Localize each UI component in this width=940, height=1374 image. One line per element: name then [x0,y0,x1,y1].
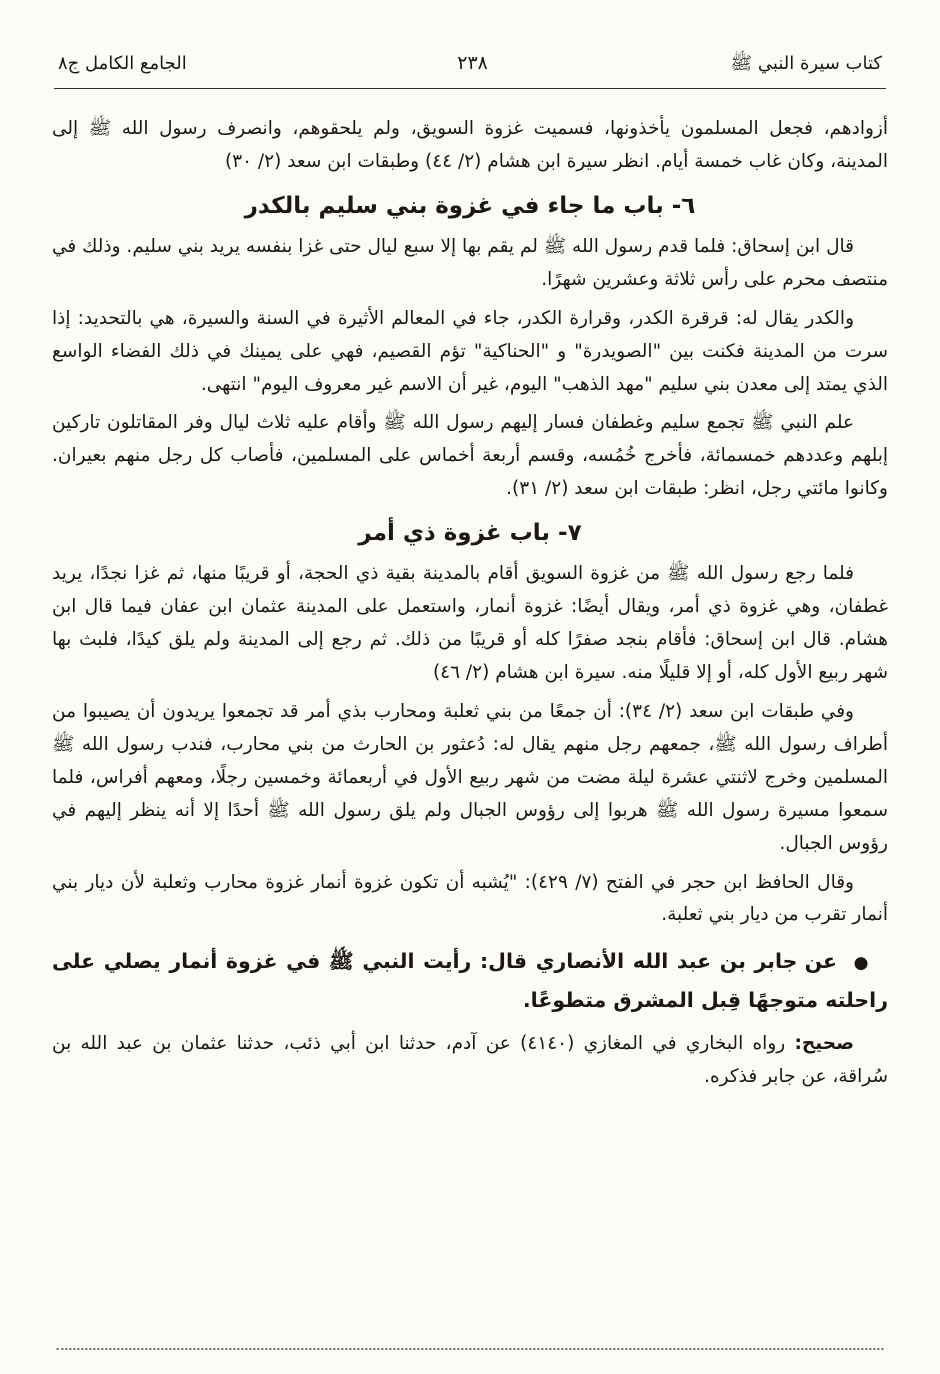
paragraph-ibn-ishaq: قال ابن إسحاق: فلما قدم رسول الله ﷺ لم يقم بها إلا سبع ليال حتى غزا بنفسه يريد بني سليم. وذلك في منتصف محرم على رأس ثلاثة وعشرين شهرًا. [52,235,888,290]
running-title-right: كتاب سيرة النبي ﷺ [730,53,882,74]
footer-ornament [56,1348,883,1350]
paragraph-tabaqat-ibn-saad: وفي طبقات ابن سعد (٢/ ٣٤): أن جمعًا من بني ثعلبة ومحارب بذي أمر قد تجمعوا يريدون أن يصيبوا من أطراف رسول الله ﷺ، جمعهم رجل منهم يقال له: دُعثور بن الحارث من بني محارب، فندب رسول الله ﷺ المسلمين وخرج لاثنتي عشرة ليلة مضت من شهر ربيع الأول في أربعمائة وخمسين رجلًا، ومعهم أفراس، فلما سمعوا مسيرة رسول الله ﷺ هربوا إلى رؤوس الجبال ولم يلق رسول الله ﷺ أحدًا إلا أنه ينظر إليهم في رؤوس الجبال. [52,700,888,854]
paragraph-dhu-amarr: فلما رجع رسول الله ﷺ من غزوة السويق أقام بالمدينة بقية ذي الحجة، أو قريبًا منها، ثم غزا نجدًا، يريد غطفان، وهي غزوة ذي أمر، ويقال أيضًا: غزوة أنمار، واستعمل على المدينة عثمان ابن عفان فيما قال ابن هشام. قال ابن إسحاق: فأقام بنجد صفرًا كله أو قريبًا من ذلك. ثم رجع إلى المدينة ولم يلق كيدًا، فلبث بها شهر ربيع الأول كله، أو إلا قليلًا منه. سيرة ابن هشام (٢/ ٤٦) [52,563,888,683]
page-content [52,113,888,1094]
takhrij-paragraph [52,1028,888,1094]
hadith-text: عن جابر بن عبد الله الأنصاري قال: رأيت النبي ﷺ في غزوة أنمار يصلي على راحلته متوجهًا قِبل المشرق متطوعًا. [52,949,888,1013]
paragraph-expedition-details: علم النبي ﷺ تجمع سليم وغطفان فسار إليهم رسول الله ﷺ وأقام عليه ثلاث ليال وفر المقاتلون تاركين إبلهم وعددهم خمسمائة، فأخرج خُمُسه، وقسم أربعة أخماس على المسلمين، فأصاب كل رجل منهم بعيران. وكانوا مائتي رجل، انظر: طبقات ابن سعد (٢/ ٣١). [52,412,888,500]
page-number: ٢٣٨ [457,52,488,74]
paragraph-continuation: أزوادهم، فجعل المسلمون يأخذونها، فسميت غزوة السويق، ولم يلحقوهم، وانصرف رسول الله ﷺ إلى المدينة، وكان غاب خمسة أيام. انظر سيرة ابن هشام (٢/ ٤٤) وطبقات ابن سعد (٢/ ٣٠) [52,118,888,172]
chapter-heading-7: ٧- باب غزوة ذي أمر [358,520,582,547]
hadith-grade-label: صحيح: [794,1033,854,1055]
paragraph-ibn-hajar: وقال الحافظ ابن حجر في الفتح (٧/ ٤٢٩): "يُشبه أن تكون غزوة أنمار غزوة محارب وثعلبة لأن ديار بني أنمار تقرب من ديار بني ثعلبة. [52,871,888,926]
header-divider [54,88,886,89]
running-title-left: الجامع الكامل ج٨ [58,53,187,74]
takhrij-text: رواه البخاري في المغازي (٤١٤٠) عن آدم، حدثنا ابن أبي ذئب، حدثنا عثمان بن عبد الله بن سُراقة، عن جابر فذكره. [52,1033,888,1088]
chapter-heading-6: ٦- باب ما جاء في غزوة بني سليم بالكدر [244,192,696,219]
hadith-paragraph [52,942,888,1020]
page-header [52,52,888,88]
paragraph-kudr-location: والكدر يقال له: قرقرة الكدر، وقرارة الكدر، جاء في المعالم الأثيرة في السنة والسيرة، هي بالتحديد: إذا سرت من المدينة فكنت بين "الصويدرة" و "الحناكية" تؤم القصيم، فهي على يمينك في ذلك الفضاء الواسع الذي يمتد إلى معدن بني سليم "مهد الذهب" اليوم، غير أن الاسم غير معروف اليوم" انتهى. [52,307,888,395]
bullet-marker: ● [853,953,870,974]
